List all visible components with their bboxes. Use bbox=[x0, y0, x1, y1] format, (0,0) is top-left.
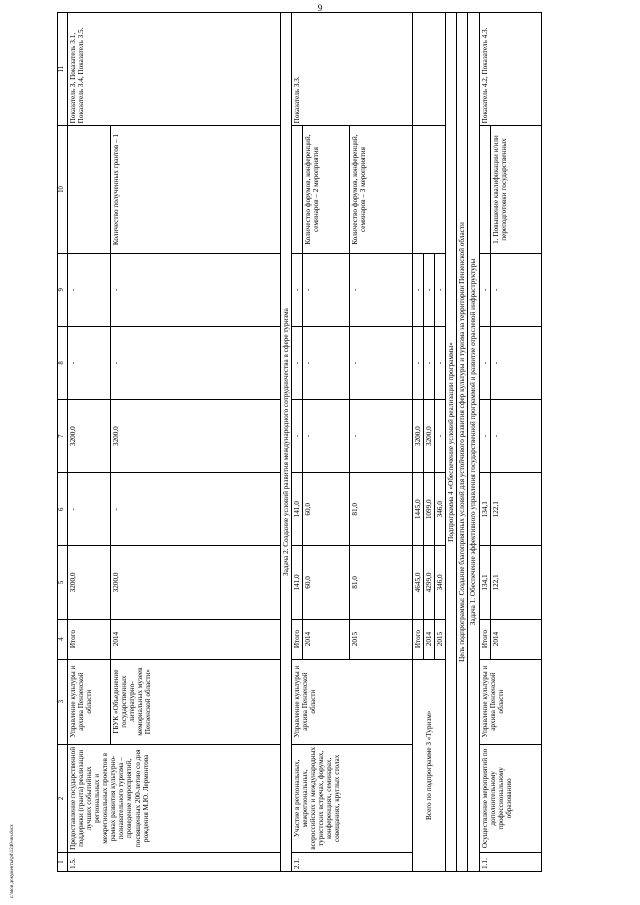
value-cell: - bbox=[490, 326, 541, 399]
rotated-table-container bbox=[57, 12, 587, 872]
header-cell: 4 bbox=[58, 619, 68, 659]
subprogram-4-heading: Подпрограмма 4 «Обеспечение условий реализации программы» bbox=[446, 13, 457, 872]
task-2-heading: Задача 2. Создание условий развития международного сотрудничества в сфере туризма bbox=[281, 13, 292, 872]
value-cell: - bbox=[292, 253, 303, 326]
result-cell: Количество форумов, конференций, семинаров – 3 мероприятия bbox=[350, 126, 413, 253]
task-row bbox=[281, 13, 292, 872]
value-cell: - bbox=[303, 253, 350, 326]
responsible-org: Управление культуры и архива Пензенской области bbox=[292, 659, 413, 744]
value-cell: - bbox=[111, 473, 281, 546]
value-cell: 134,1 bbox=[479, 473, 490, 546]
row-number: 1.5. bbox=[68, 853, 281, 872]
section-row bbox=[446, 13, 457, 872]
value-cell: - bbox=[303, 400, 350, 473]
year-cell: 2014 bbox=[424, 619, 435, 659]
value-cell: 122,1 bbox=[490, 473, 541, 546]
value-cell: - bbox=[435, 326, 446, 399]
table-row bbox=[68, 13, 111, 872]
participant-org: ГБУК «Объединение государственных литературно-мемориальных музеев Пензенской области» bbox=[111, 659, 281, 744]
header-cell: 5 bbox=[58, 546, 68, 619]
value-cell: 4645,0 bbox=[413, 546, 424, 619]
value-cell: 346,0 bbox=[435, 546, 446, 619]
header-cell: 3 bbox=[58, 659, 68, 744]
value-cell: 60,0 bbox=[303, 473, 350, 546]
file-path-text: c:\мои документы\pd\1240-ин.docx bbox=[10, 824, 15, 898]
year-cell: Итого bbox=[413, 619, 424, 659]
activity-name: Предоставление государственной поддержки (гранта) реализации лучших событийных региональных и межрегиональных проектов в рамках развития культурно-познавательного туризма – проведение мероприятий, посвященных 200-летию со дня рождения М.Ю. Лермонтова bbox=[68, 744, 281, 853]
value-cell: - bbox=[490, 253, 541, 326]
result-cell bbox=[68, 126, 111, 253]
value-cell: - bbox=[490, 400, 541, 473]
value-cell: - bbox=[350, 326, 413, 399]
year-cell: Итого bbox=[68, 619, 111, 659]
row-number: 2.1. bbox=[292, 853, 413, 872]
value-cell: 122,1 bbox=[490, 546, 541, 619]
indicator-cell: Показатель 4.2, Показатель 4.3. bbox=[479, 13, 541, 126]
value-cell: 141,0 bbox=[292, 473, 303, 546]
header-cell: 11 bbox=[58, 13, 68, 126]
header-cell: 7 bbox=[58, 400, 68, 473]
table-row bbox=[479, 13, 490, 872]
value-cell: - bbox=[435, 253, 446, 326]
value-cell: - bbox=[303, 326, 350, 399]
table-row bbox=[111, 13, 281, 872]
value-cell: - bbox=[68, 326, 111, 399]
year-cell: 2015 bbox=[435, 619, 446, 659]
value-cell: 346,0 bbox=[435, 473, 446, 546]
value-cell: 134,1 bbox=[479, 546, 490, 619]
activity-name: Осуществление мероприятий по дополнительному профессиональному образованию bbox=[479, 744, 541, 853]
page-number: 9 bbox=[317, 3, 323, 13]
header-row bbox=[58, 13, 68, 872]
subprogram-goal: Цель подпрограммы: Создание благоприятных условий для устойчивого развития сфер культуры и туризма на территории Пензенской области bbox=[457, 13, 468, 872]
value-cell: 3200,0 bbox=[68, 546, 111, 619]
value-cell: 3200,0 bbox=[111, 546, 281, 619]
header-cell: 8 bbox=[58, 326, 68, 399]
indicator-cell: Показатель 3, Показатель 3.1, Показатель 3.4, Показатель 3.5. bbox=[68, 13, 281, 126]
value-cell: - bbox=[292, 400, 303, 473]
year-cell: 2014 bbox=[303, 619, 350, 659]
total-row bbox=[413, 13, 424, 872]
value-cell: - bbox=[68, 253, 111, 326]
value-cell: 1099,0 bbox=[424, 473, 435, 546]
value-cell: 3200,0 bbox=[68, 400, 111, 473]
task-1-heading: Задача 1. Обеспечение эффективного управления государственной программой и развитие отраслевой инфраструктуры bbox=[468, 13, 479, 872]
year-cell: 2014 bbox=[490, 619, 541, 659]
section-row bbox=[457, 13, 468, 872]
value-cell: - bbox=[350, 253, 413, 326]
year-cell: Итого bbox=[292, 619, 303, 659]
value-cell: - bbox=[413, 326, 424, 399]
result-cell bbox=[413, 126, 446, 253]
value-cell: 3200,0 bbox=[413, 400, 424, 473]
result-cell: Количество полученных грантов – 1 bbox=[111, 126, 281, 253]
result-cell: 1. Повышение квалификации и/или переподготовки государственных bbox=[490, 126, 541, 253]
value-cell: - bbox=[111, 326, 281, 399]
program-table bbox=[57, 12, 542, 872]
header-cell: 10 bbox=[58, 126, 68, 253]
value-cell: - bbox=[292, 326, 303, 399]
value-cell: - bbox=[350, 400, 413, 473]
total-label: Всего по подпрограмме 3 «Туризм» bbox=[413, 659, 446, 871]
year-cell: 2014 bbox=[111, 619, 281, 659]
indicator-cell bbox=[413, 13, 446, 126]
responsible-org: Управление культуры и архива Пензенской области bbox=[479, 659, 541, 744]
value-cell: - bbox=[479, 326, 490, 399]
value-cell: - bbox=[479, 400, 490, 473]
year-cell: 2015 bbox=[350, 619, 413, 659]
header-cell: 6 bbox=[58, 473, 68, 546]
value-cell: - bbox=[424, 326, 435, 399]
value-cell: 60,0 bbox=[303, 546, 350, 619]
value-cell: 141,0 bbox=[292, 546, 303, 619]
row-number: 1.1. bbox=[479, 853, 541, 872]
responsible-org: Управление культуры и архива Пензенской области bbox=[68, 659, 111, 744]
value-cell: - bbox=[479, 253, 490, 326]
value-cell: 1445,0 bbox=[413, 473, 424, 546]
value-cell: - bbox=[68, 473, 111, 546]
result-cell bbox=[292, 126, 303, 253]
indicator-cell: Показатель 3.3. bbox=[292, 13, 413, 126]
value-cell: - bbox=[413, 253, 424, 326]
value-cell: 4299,0 bbox=[424, 546, 435, 619]
value-cell: - bbox=[111, 253, 281, 326]
table-row bbox=[292, 13, 303, 872]
header-cell: 9 bbox=[58, 253, 68, 326]
value-cell: 3200,0 bbox=[111, 400, 281, 473]
result-cell bbox=[479, 126, 490, 253]
year-cell: Итого bbox=[479, 619, 490, 659]
value-cell: 3200,0 bbox=[424, 400, 435, 473]
value-cell: 81,0 bbox=[350, 473, 413, 546]
header-cell: 1 bbox=[58, 853, 68, 872]
activity-name: Участие в региональных, межрегиональных, всероссийских и международных туристских встречах, форумах, конференциях, семинарах, совещаниях, круглых столах bbox=[292, 744, 413, 853]
value-cell: - bbox=[435, 400, 446, 473]
result-cell: Количество форумов, конференций, семинаров – 2 мероприятия bbox=[303, 126, 350, 253]
task-row bbox=[468, 13, 479, 872]
header-cell: 2 bbox=[58, 744, 68, 853]
value-cell: 81,0 bbox=[350, 546, 413, 619]
value-cell: - bbox=[424, 253, 435, 326]
